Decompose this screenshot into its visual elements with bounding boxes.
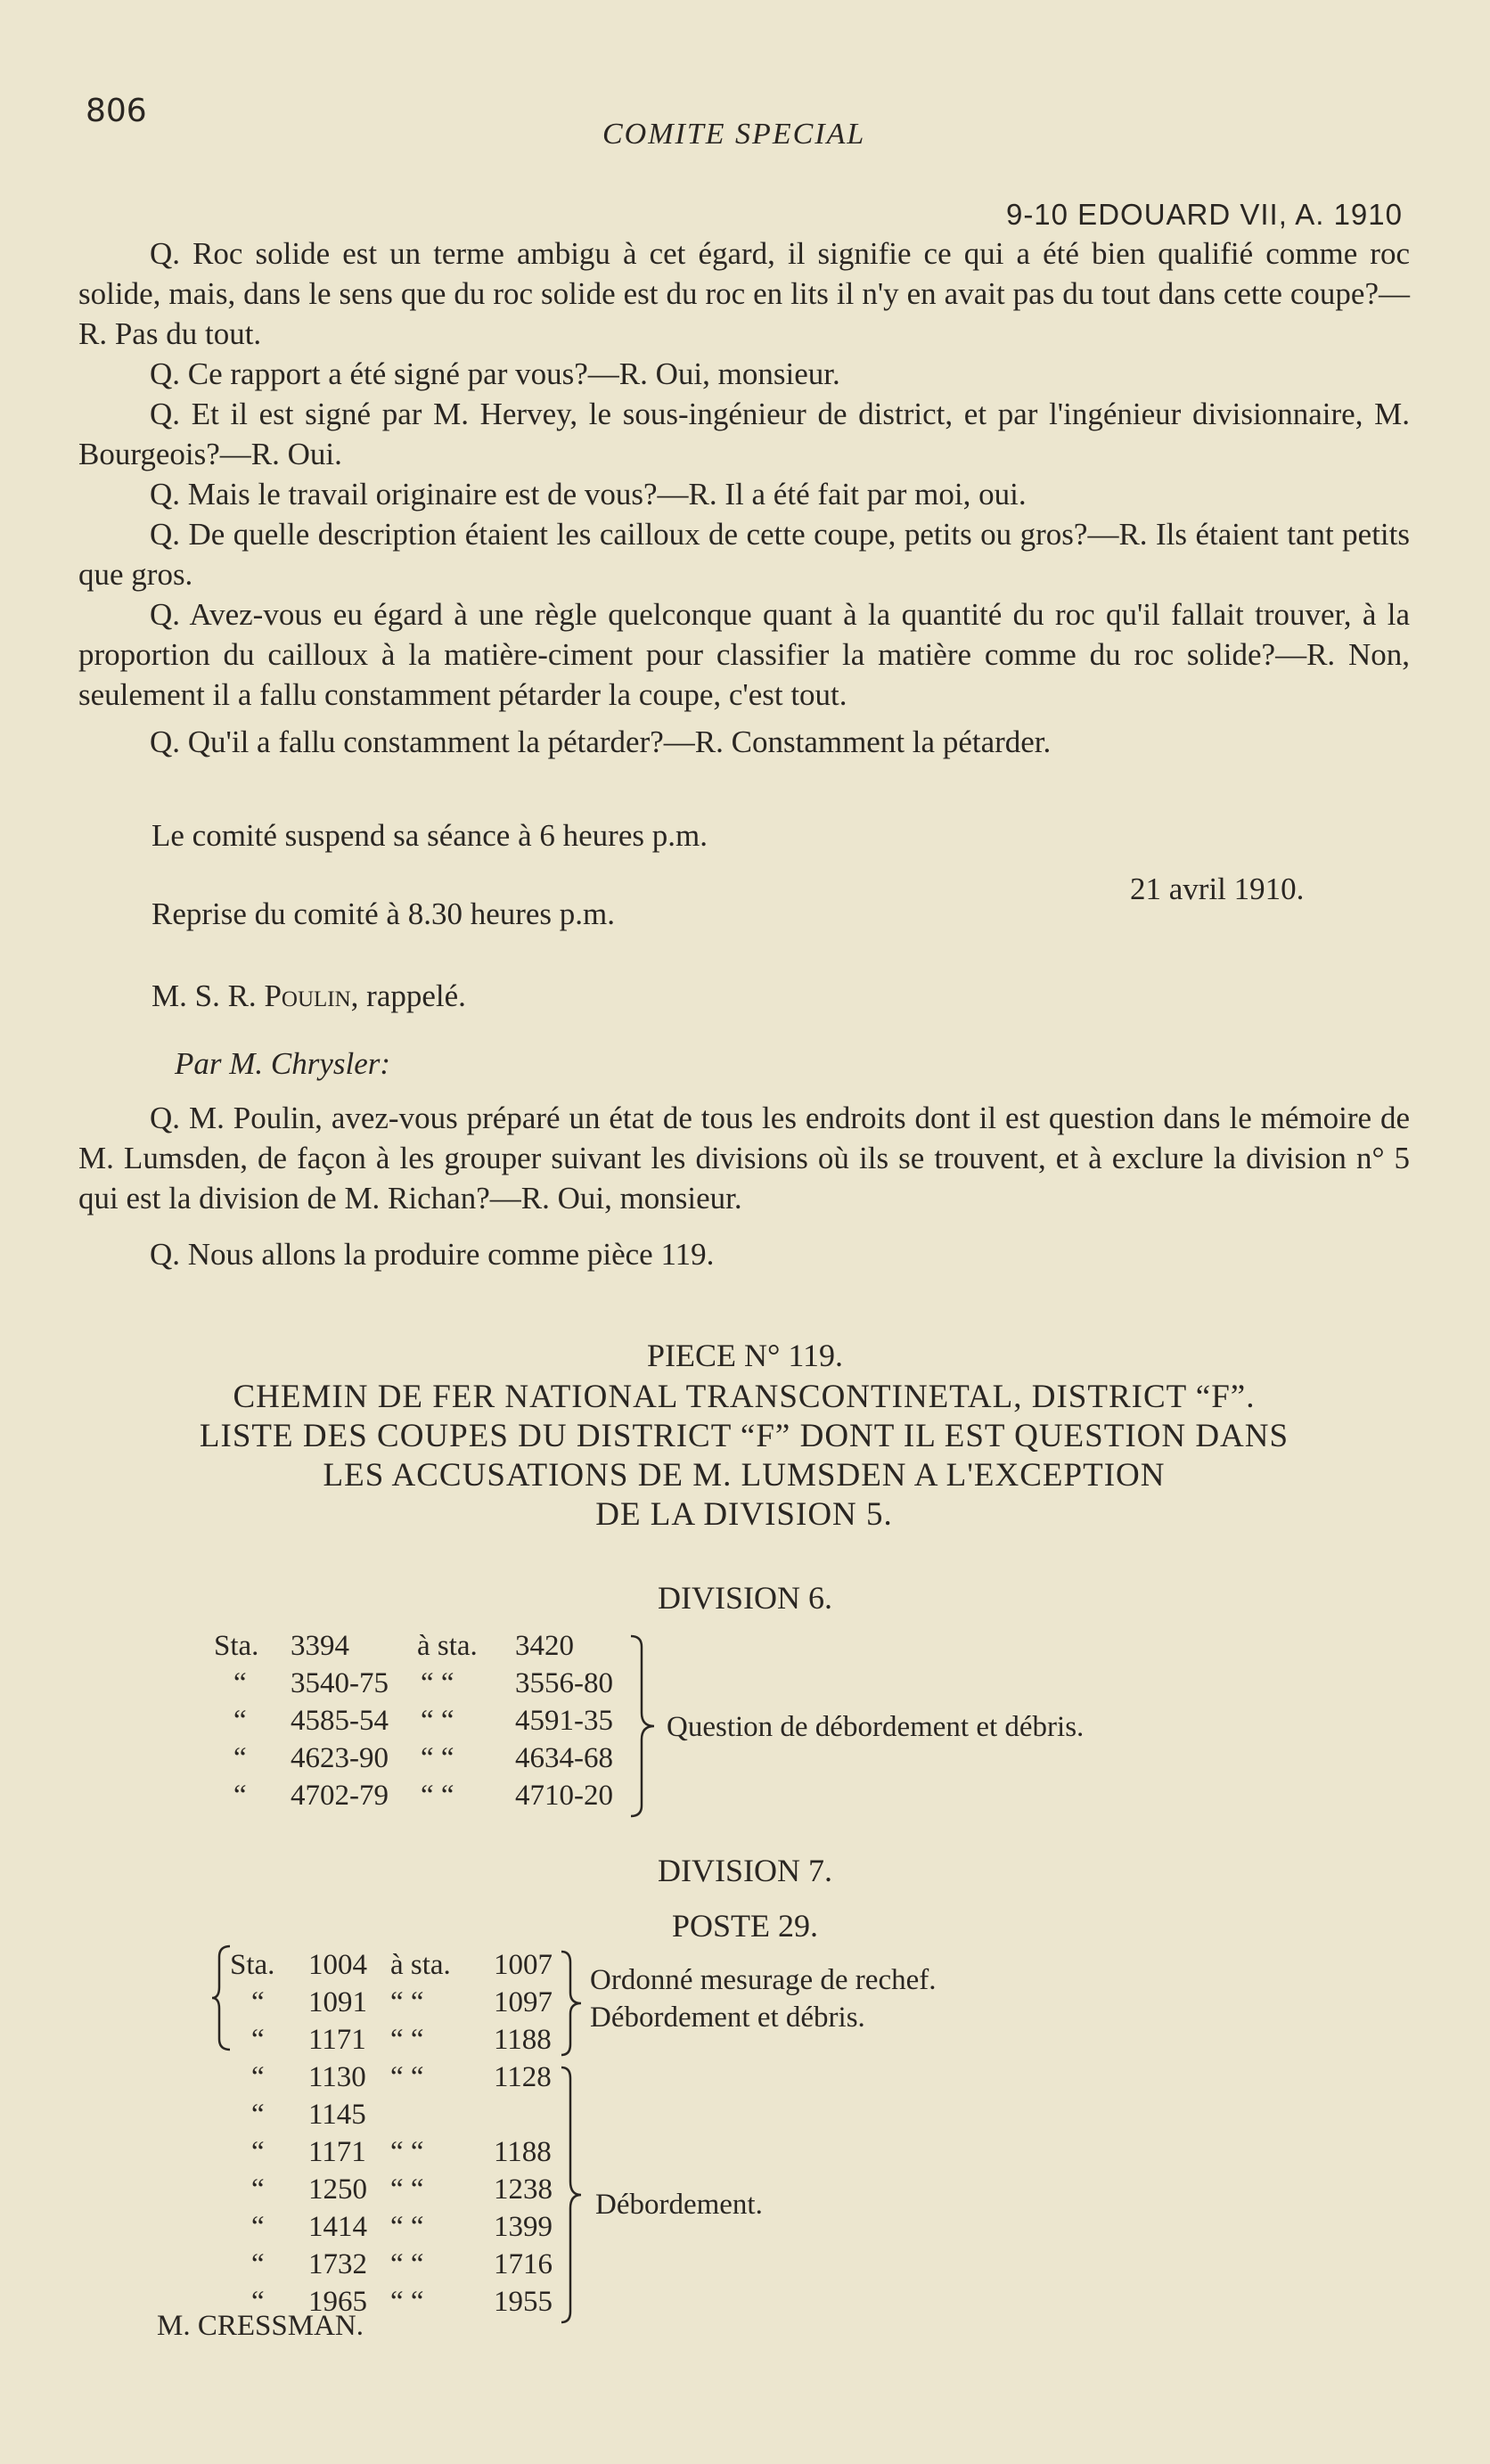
division-7-group-1 [230, 1946, 586, 2059]
cell-from: 1732 [308, 2248, 367, 2280]
division-7-heading: DIVISION 7. [658, 1853, 832, 1888]
title-line: CHEMIN DE FER NATIONAL TRANSCONTINETAL, DISTRICT “F”. [233, 1379, 1256, 1415]
resume-note: Reprise du comité à 8.30 heures p.m. [151, 896, 616, 931]
cell-to: 1955 [494, 2286, 553, 2318]
group-1-note: Ordonné mesurage de rechef. [590, 1964, 937, 1996]
cell-prefix: “ [251, 2061, 265, 2093]
table-row [214, 1627, 642, 1665]
cell-mid: “ “ [421, 1742, 454, 1774]
cell-to: 1188 [494, 2136, 552, 2168]
cell-from: 1145 [308, 2099, 366, 2131]
right-brace-icon [560, 2066, 585, 2324]
paragraph: Q. Roc solide est un terme ambigu à cet égard, il signifie ce qui a été bien qualifié comme roc solide, mais, dans le sens que du roc solide est du roc en lits il n'y en avait pas du tout dans cette coupe?—R. Pas du tout. [78, 236, 1410, 351]
cell-from: 1091 [308, 1986, 367, 2018]
adjourn-note: Le comité suspend sa séance à 6 heures p.m. [151, 818, 708, 853]
table-row [230, 2208, 586, 2246]
cell-mid: “ “ [390, 2061, 424, 2093]
table-row [230, 2059, 586, 2096]
cell-prefix: “ [251, 2024, 265, 2056]
cell-prefix: “ [251, 2211, 265, 2243]
witness-suffix: , rappelé. [350, 978, 466, 1013]
cell-prefix: “ [251, 2286, 265, 2318]
question-block [78, 1098, 1410, 1274]
page-number: 806 [86, 93, 147, 129]
cell-mid: à sta. [390, 1949, 451, 1981]
session-date: 21 avril 1910. [1130, 872, 1305, 906]
table-row [214, 1702, 642, 1740]
cell-mid: “ “ [421, 1705, 454, 1737]
cell-prefix: “ [251, 2248, 265, 2280]
title-line: LISTE DES COUPES DU DISTRICT “F” DONT IL EST QUESTION DANS [199, 1418, 1289, 1454]
paragraph: Q. De quelle description étaient les cailloux de cette coupe, petits ou gros?—R. Ils étaient tant petits que gros. [78, 517, 1410, 592]
cell-prefix: “ [251, 2099, 265, 2131]
cell-prefix: Sta. [230, 1949, 275, 1981]
examiner-line: Par M. Chrysler: [175, 1046, 391, 1081]
witness-line [151, 978, 466, 1014]
cell-mid: “ “ [421, 1667, 454, 1699]
cell-to: 1128 [494, 2061, 552, 2093]
division-6-heading: DIVISION 6. [658, 1580, 832, 1616]
document-title [71, 1378, 1417, 1535]
table-row [230, 2171, 586, 2208]
cell-to: 1188 [494, 2024, 552, 2056]
table-row [214, 1740, 642, 1777]
cell-prefix: “ [233, 1780, 247, 1812]
poste-heading: POSTE 29. [671, 1908, 819, 1944]
cell-mid: à sta. [417, 1630, 478, 1662]
session-label: 9-10 EDOUARD VII, A. 1910 [1005, 198, 1403, 231]
cell-to: 4710-20 [515, 1780, 613, 1812]
testimony-block [78, 233, 1410, 762]
cell-from: 1171 [308, 2136, 366, 2168]
cell-to: 3556-80 [515, 1667, 613, 1699]
cell-from: 1171 [308, 2024, 366, 2056]
cell-from: 1414 [308, 2211, 367, 2243]
table-row [230, 1946, 586, 1984]
cell-mid: “ “ [390, 2173, 424, 2206]
table-row [214, 1777, 642, 1814]
paragraph: Q. Nous allons la produire comme pièce 119. [150, 1237, 715, 1272]
table-row [214, 1665, 642, 1702]
cell-mid: “ “ [390, 2286, 424, 2318]
cell-to: 4591-35 [515, 1705, 613, 1737]
cell-prefix: “ [251, 1986, 265, 2018]
witness-prefix: M. S. R. [151, 978, 265, 1013]
paragraph: Q. Qu'il a fallu constamment la pétarder?—R. Constamment la pétarder. [150, 724, 1052, 759]
cell-to: 1007 [494, 1949, 553, 1981]
cell-from: 4585-54 [291, 1705, 389, 1737]
paragraph: Q. Ce rapport a été signé par vous?—R. Oui, monsieur. [150, 356, 840, 391]
group-2-note: Débordement. [595, 2189, 763, 2221]
cell-to: 4634-68 [515, 1742, 613, 1774]
paragraph: Q. Mais le travail originaire est de vous?—R. Il a été fait par moi, oui. [150, 477, 1027, 512]
table-row [230, 1984, 586, 2021]
cell-prefix: “ [251, 2136, 265, 2168]
running-title: COMITE SPECIAL [602, 118, 866, 151]
cell-from: 1965 [308, 2286, 367, 2318]
right-brace-icon [560, 1950, 585, 2057]
cell-mid: “ “ [390, 2211, 424, 2243]
witness-name: Poulin [264, 978, 351, 1013]
cell-mid: “ “ [390, 1986, 424, 2018]
cell-from: 3540-75 [291, 1667, 389, 1699]
cell-to: 1716 [494, 2248, 553, 2280]
table-row [230, 2246, 586, 2283]
cell-from: 1004 [308, 1949, 367, 1981]
table-row [230, 2021, 586, 2059]
paragraph: Q. M. Poulin, avez-vous préparé un état de tous les endroits dont il est question dans le mémoire de M. Lumsden, de façon à les grouper suivant les divisions où ils se trouvent, et à exclure la division n° 5 qui est la division de M. Richan?—R. Oui, monsieur. [78, 1101, 1410, 1216]
cell-prefix: “ [233, 1705, 247, 1737]
cell-prefix: Sta. [214, 1630, 259, 1662]
title-line: DE LA DIVISION 5. [595, 1496, 893, 1533]
cell-prefix: “ [233, 1742, 247, 1774]
cell-prefix: “ [233, 1667, 247, 1699]
cell-to: 3420 [515, 1630, 574, 1662]
division-7-group-2 [230, 2059, 586, 2321]
division-6-table [214, 1627, 642, 1814]
cell-from: 3394 [291, 1630, 349, 1662]
cell-to: 1399 [494, 2211, 553, 2243]
cell-from: 1250 [308, 2173, 367, 2206]
cell-from: 4702-79 [291, 1780, 389, 1812]
cell-from: 4623-90 [291, 1742, 389, 1774]
cell-from: 1130 [308, 2061, 366, 2093]
cell-mid: “ “ [390, 2024, 424, 2056]
group-1-note: Débordement et débris. [590, 2001, 865, 2034]
cell-to: 1097 [494, 1986, 553, 2018]
cell-mid: “ “ [390, 2248, 424, 2280]
title-line: LES ACCUSATIONS DE M. LUMSDEN A L'EXCEPTION [323, 1457, 1166, 1494]
right-brace-icon [629, 1634, 658, 1818]
signature-line: M. CRESSMAN. [157, 2310, 364, 2342]
cell-mid: “ “ [390, 2136, 424, 2168]
cell-prefix: “ [251, 2173, 265, 2206]
piece-title: PIECE N° 119. [646, 1338, 844, 1373]
cell-to: 1238 [494, 2173, 553, 2206]
division-6-note: Question de débordement et débris. [667, 1711, 1085, 1743]
paragraph: Q. Et il est signé par M. Hervey, le sous-ingénieur de district, et par l'ingénieur divisionnaire, M. Bourgeois?—R. Oui. [78, 397, 1410, 471]
paragraph: Q. Avez-vous eu égard à une règle quelconque quant à la quantité du roc qu'il fallait trouver, à la proportion du cailloux à la matière-ciment pour classifier la matière comme du roc solide?—R. Non, seulement il a fallu constamment pétarder la coupe, c'est tout. [78, 597, 1410, 712]
left-brace-icon [210, 1944, 232, 2051]
table-row [230, 2096, 586, 2133]
cell-mid: “ “ [421, 1780, 454, 1812]
table-row [230, 2133, 586, 2171]
